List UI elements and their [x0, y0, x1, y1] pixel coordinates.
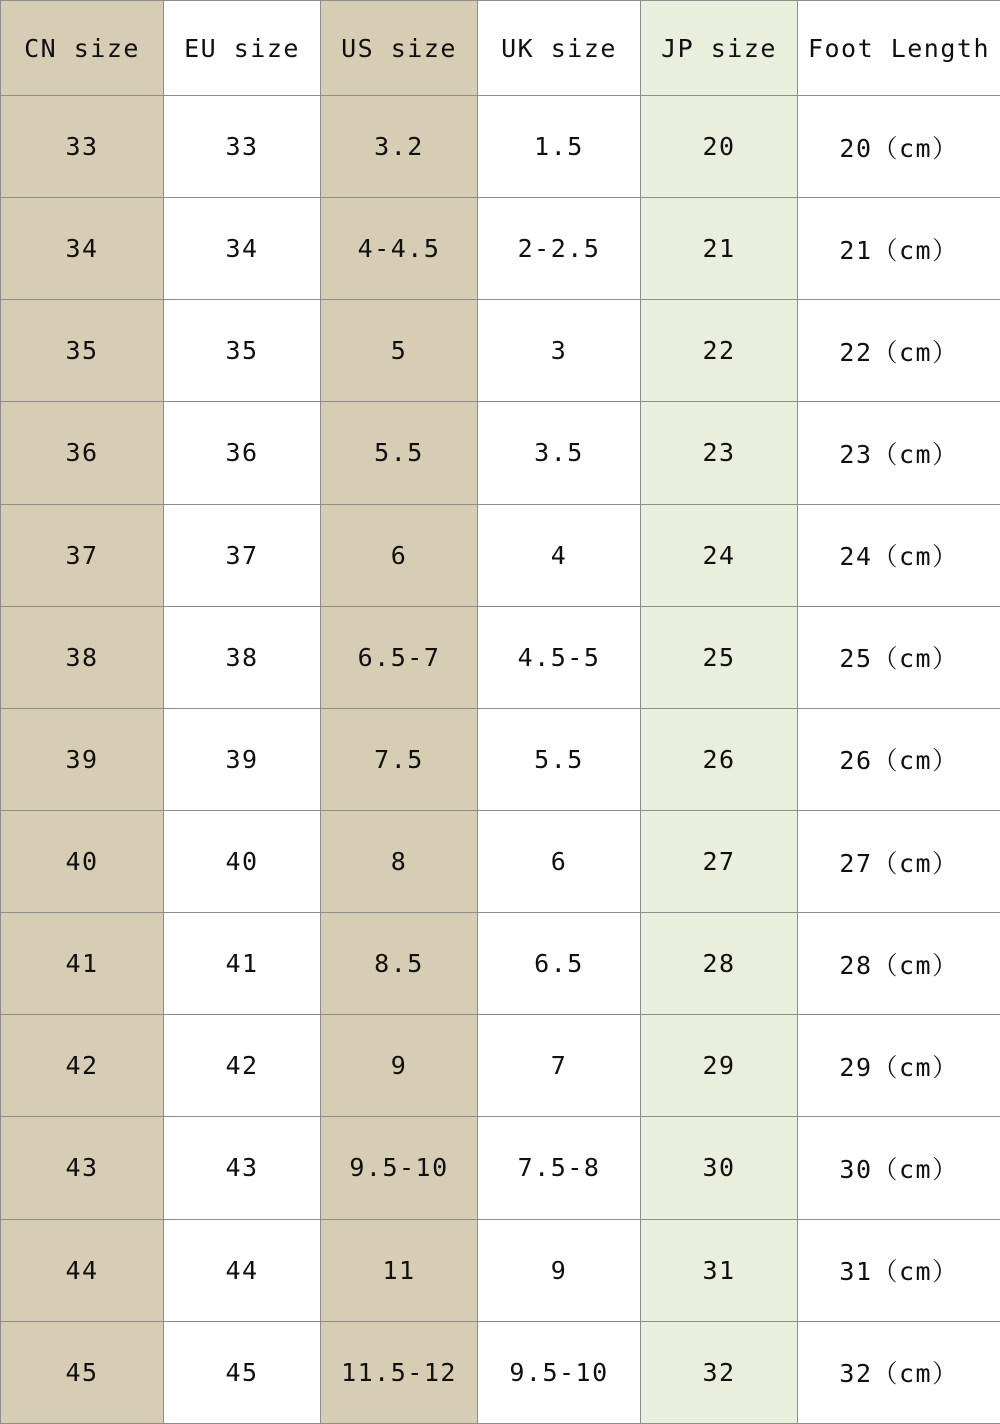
table-cell: 6 [478, 810, 641, 912]
table-cell: 28 [641, 913, 798, 1015]
table-cell: 36 [164, 402, 321, 504]
column-header-cn-size: CN size [1, 1, 164, 96]
table-cell: 22 [641, 300, 798, 402]
table-row [1, 504, 1000, 606]
table-cell: 9.5-10 [321, 1117, 478, 1219]
table-cell: 2-2.5 [478, 198, 641, 300]
table-row [1, 1321, 1000, 1423]
table-cell: 37 [164, 504, 321, 606]
table-cell: 44 [1, 1219, 164, 1321]
table-cell: 38 [164, 606, 321, 708]
table-row [1, 1219, 1000, 1321]
table-cell: 3.2 [321, 96, 478, 198]
table-row [1, 96, 1000, 198]
table-cell: 21 [641, 198, 798, 300]
table-row [1, 606, 1000, 708]
table-cell: 26（cm） [798, 708, 1000, 810]
table-cell: 34 [164, 198, 321, 300]
table-cell: 28（cm） [798, 913, 1000, 1015]
table-cell: 11 [321, 1219, 478, 1321]
table-cell: 6.5-7 [321, 606, 478, 708]
table-cell: 25 [641, 606, 798, 708]
table-cell: 6.5 [478, 913, 641, 1015]
table-cell: 31 [641, 1219, 798, 1321]
table-cell: 30（cm） [798, 1117, 1000, 1219]
table-cell: 34 [1, 198, 164, 300]
table-cell: 40 [164, 810, 321, 912]
table-cell: 5.5 [478, 708, 641, 810]
table-cell: 9 [478, 1219, 641, 1321]
table-cell: 4-4.5 [321, 198, 478, 300]
table-cell: 43 [1, 1117, 164, 1219]
table-cell: 27 [641, 810, 798, 912]
table-cell: 35 [164, 300, 321, 402]
table-cell: 24 [641, 504, 798, 606]
table-row [1, 300, 1000, 402]
table-cell: 41 [164, 913, 321, 1015]
column-header-foot-length: Foot Length [798, 1, 1000, 96]
table-cell: 44 [164, 1219, 321, 1321]
column-header-uk-size: UK size [478, 1, 641, 96]
table-body [1, 96, 1000, 1424]
table-cell: 32（cm） [798, 1321, 1000, 1423]
table-cell: 39 [164, 708, 321, 810]
table-cell: 7 [478, 1015, 641, 1117]
table-cell: 32 [641, 1321, 798, 1423]
table-row [1, 402, 1000, 504]
table-cell: 30 [641, 1117, 798, 1219]
table-cell: 42 [164, 1015, 321, 1117]
table-cell: 5.5 [321, 402, 478, 504]
table-row [1, 810, 1000, 912]
table-cell: 4 [478, 504, 641, 606]
table-cell: 7.5-8 [478, 1117, 641, 1219]
table-cell: 40 [1, 810, 164, 912]
table-cell: 9 [321, 1015, 478, 1117]
column-header-jp-size: JP size [641, 1, 798, 96]
table-cell: 23 [641, 402, 798, 504]
table-cell: 45 [164, 1321, 321, 1423]
table-cell: 1.5 [478, 96, 641, 198]
table-cell: 4.5-5 [478, 606, 641, 708]
table-header [1, 1, 1000, 96]
table-cell: 9.5-10 [478, 1321, 641, 1423]
table-cell: 33 [164, 96, 321, 198]
table-cell: 5 [321, 300, 478, 402]
table-cell: 26 [641, 708, 798, 810]
table-cell: 22（cm） [798, 300, 1000, 402]
table-cell: 20（cm） [798, 96, 1000, 198]
table-cell: 8 [321, 810, 478, 912]
table-cell: 6 [321, 504, 478, 606]
table-cell: 3.5 [478, 402, 641, 504]
table-cell: 21（cm） [798, 198, 1000, 300]
header-row [1, 1, 1000, 96]
column-header-eu-size: EU size [164, 1, 321, 96]
column-header-us-size: US size [321, 1, 478, 96]
table-row [1, 913, 1000, 1015]
table-cell: 8.5 [321, 913, 478, 1015]
table-cell: 35 [1, 300, 164, 402]
table-cell: 43 [164, 1117, 321, 1219]
table-row [1, 1015, 1000, 1117]
table-cell: 20 [641, 96, 798, 198]
table-cell: 36 [1, 402, 164, 504]
table-cell: 45 [1, 1321, 164, 1423]
table-row [1, 198, 1000, 300]
table-cell: 29（cm） [798, 1015, 1000, 1117]
table-cell: 11.5-12 [321, 1321, 478, 1423]
table-cell: 7.5 [321, 708, 478, 810]
table-row [1, 1117, 1000, 1219]
table-cell: 25（cm） [798, 606, 1000, 708]
table-cell: 3 [478, 300, 641, 402]
table-cell: 24（cm） [798, 504, 1000, 606]
table-cell: 29 [641, 1015, 798, 1117]
table-cell: 31（cm） [798, 1219, 1000, 1321]
table-row [1, 708, 1000, 810]
table-cell: 38 [1, 606, 164, 708]
table-cell: 37 [1, 504, 164, 606]
table-cell: 41 [1, 913, 164, 1015]
table-cell: 39 [1, 708, 164, 810]
table-cell: 42 [1, 1015, 164, 1117]
table-cell: 33 [1, 96, 164, 198]
table-cell: 23（cm） [798, 402, 1000, 504]
table-cell: 27（cm） [798, 810, 1000, 912]
